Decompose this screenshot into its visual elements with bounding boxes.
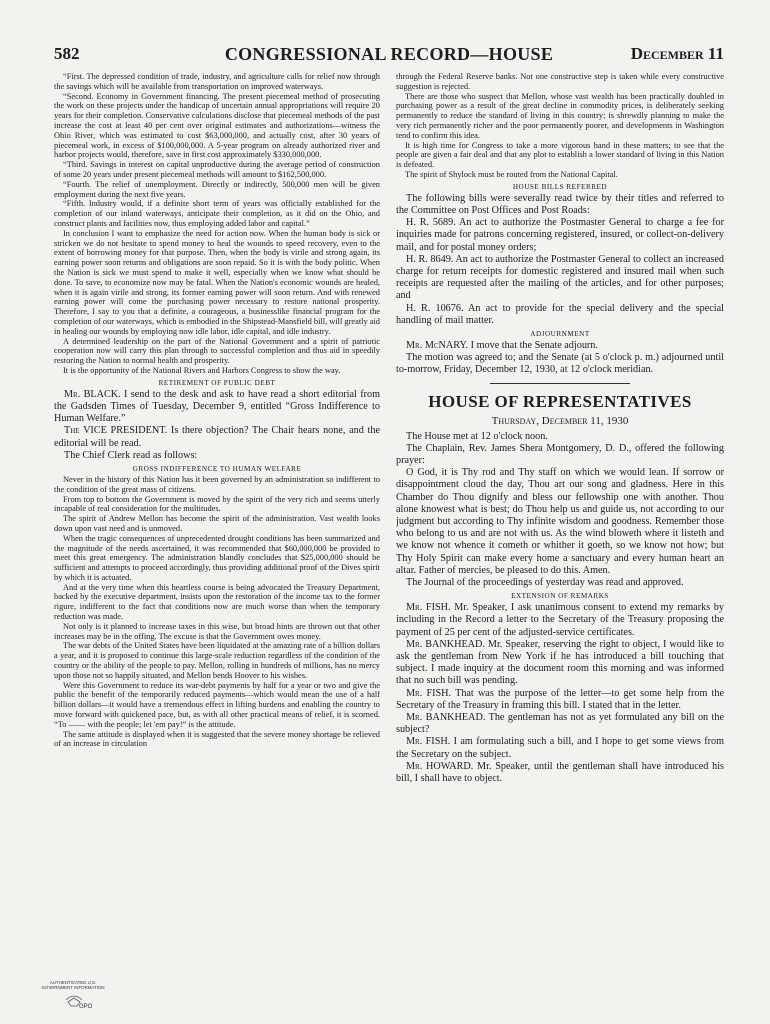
paragraph: The Journal of the proceedings of yesterday was read and approved. [406,577,684,589]
section-heading: EXTENSION OF REMARKS [511,592,609,601]
speaker-name: Mr. McNARY. [406,340,469,351]
speech [396,602,724,639]
paragraph: When the tragic consequences of unprecedented drought conditions has been summarized and the magnitude of the needs ascertained, it was recommended that $60,000,000 be provided to meet this great emergency. The administration blandly concludes that $25,000,000 should be sufficient and attempts to proceed accordingly, thus providing additional proof of the Dives spirit by which it is actuated. [54,533,380,582]
speech [396,761,724,785]
speech-text: I move that the Senate adjourn. [468,340,598,351]
speech [396,712,724,736]
paragraph: The House met at 12 o'clock noon. [406,430,548,442]
paragraph: “Fourth. The relief of unemployment. Directly or indirectly, 500,000 men will be given employment during the next five years. [54,179,380,199]
paragraph: From top to bottom the Government is moved by the spirit of the very rich and seems utterly incapable of real consideration for the multitudes. [54,494,380,514]
speaker-name: Mr. BLACK. [64,388,121,400]
divider [490,383,630,384]
paragraph: “Fifth. Industry would, if a definite short term of years was officially established for the completion of our inland waterways, anticipate their completion, as it did on the Ohio, and construct plants and facilities now, thus employing added labor and capital.” [54,199,380,228]
paragraph: A determined leadership on the part of the National Government and a spirit of patriotic cooperation now will carry this plan through to successful completion and thus aid in speedily restoring the Nation to normal health and prosperity. [54,336,380,366]
speaker-name: Mr. FISH. [406,602,451,614]
gpo-authentication-stamp [38,978,108,1014]
bill-item: H. R. 10676. An act to provide for the special delivery and the special handling of mail matter. [396,302,724,326]
paragraph: The war debts of the United States have been liquidated at the amazing rate of a billion dollars a year, and it is proposed to continue this large-scale reduction regardless of the condition of the country or the ability of the people to pay. Mellon, rolling in hundreds of millions, has no mercy upon those not so happily situated, and Mellon bends Hoover to his wishes. [54,641,380,680]
paragraph: The Chaplain, Rev. James Shera Montgomery, D. D., offered the following prayer: [396,442,724,467]
bill-item: H. R. 8649. An act to authorize the Postmaster General to collect an increased charge for return receipts for domestic registered and insured mail when such receipts are requested after the mailing of the articles, and for other purposes; and [396,253,724,302]
speech-text: Mr. Speaker, until the gentleman shall have introduced his bill, I shall have to object. [396,760,724,785]
paragraph: It is the opportunity of the National Rivers and Harbors Congress to show the way. [63,365,341,375]
left-column [54,72,380,749]
speech-text: I am formulating such a bill, and I hope to get some views from the Secretary on the subject. [396,736,724,760]
speaker-name: Mr. FISH. [406,736,451,748]
paragraph: Were this Government to reduce its war-debt payments by half for a year or two and give the public the benefit of the temporarily reduced payments—which would mean the use of a half billion dollars—it would have a tremendous effect in lifting burdens and enabling the country to move forward with quickened pace, but, as with all other practical means of relief, it is scorned. “To —— with the people; let 'em pay!” is the attitude. [54,680,380,729]
bill-item: H. R. 5689. An act to authorize the Postmaster General to charge a fee for inquiries made for patrons concerning registered, insured, or collect-on-delivery mail, and for postal money orders; [396,217,724,253]
record-page [54,40,724,1010]
speech [396,736,724,760]
paragraph: “Third. Savings in interest on capital unproductive during the average period of construction of some 20 years under present piecemeal methods will amount to $162,500,000. [54,160,380,179]
paragraph: The motion was agreed to; and the Senate (at 5 o'clock p. m.) adjourned until to-morrow, Friday, December 12, 1930, at 12 o'clock meridian. [396,352,724,376]
speech-text: Mr. Speaker, reserving the right to object, I would like to ask the gentleman from New York if he has introduced a bill touching that subject. I made inquiry at the document room this morning and was informed that no such bill was pending. [396,638,724,687]
stamp-text: AUTHENTICATED U.S. GOVERNMENT INFORMATION [41,980,105,991]
speech [396,639,724,688]
paragraph: It is high time for Congress to take a more vigorous hand in these matters; to see that the people are given a fair deal and that any plot to establish a lower standard of living in this Nation is defeated. [396,140,724,170]
speech-text: Is there objection? The Chair hears none, and the editorial will be read. [54,425,380,449]
speech [396,688,724,712]
speaker-name: The VICE PRESIDENT. [64,425,168,437]
paragraph: Not only is it planned to increase taxes in this wise, but broad hints are thrown out that other increases may be in the offing. The excuse is that the Government owes money. [54,621,380,641]
right-column [396,72,724,785]
paragraph: In conclusion I want to emphasize the need for action now. When the human body is sick or stricken we do not hesitate to spend money to heal the wounds to speed recovery, even to the extent of borrowing money for that purpose. Then, when the body is virile and strong again, its earning power soon returns and obligations are soon repaid. So it is with the body politic. When the Nation is sick we must spend to make it well, especially when we know what should be done. To save, to economize now may be fatal. When the Nation's economic wounds are healed, when it is again virile and strong, its former earning power will soon return. And with renewed earning power will come the purchasing power necessary to restore national prosperity. Therefore, I say to you that a definite, a courageous, a businesslike financial program for the completion of our waterways, which is embodied in the Shipstead-Mansfield bill, will greatly aid in healing our wounds by employing now idle labor, idle capital, and idle industry. [54,228,380,336]
paragraph: The spirit of Andrew Mellon has become the spirit of the administration. Vast wealth looks down upon vast need and is unmoved. [54,514,380,533]
page-number: 582 [54,44,80,63]
speech [54,425,380,449]
speech [396,340,724,352]
speaker-name: Mr. HOWARD. [406,760,474,772]
section-heading: ADJOURNMENT [530,330,590,338]
paragraph: “First. The depressed condition of trade, industry, and agriculture calls for relief now through the savings which will be available from transportation on improved waterways. [54,72,380,91]
paragraph: The Chief Clerk read as follows: [64,449,198,461]
speech-text: Mr. Speaker, I ask unanimous consent to extend my remarks by including in the Record a letter to the Secretary of the Treasury proposing the payment of 25 per cent of the adjusted-service certificates. [396,602,724,638]
page-header [54,40,724,70]
page-date: December 11 [630,44,724,63]
paragraph: through the Federal Reserve banks. Not one constructive step is taken while every constructive suggestion is rejected. [396,72,724,91]
prayer: O God, it is Thy rod and Thy staff on which we would lean. If sorrow or disappointment cloud the day, Thou art our song and gladness. Here in this Chamber do Thou dignify and bless our fellowship one with another. Thou alone knowest what is best; do Thou help us and guide us, not according to our judgment but according to Thy infinite wisdom and goodness. Remember those who belong to us and are not with us. As the wind bloweth where it listeth and we know not whence it cometh or whither it goeth, so we know not how; but Thy Holy Spirit can make every home a sanctuary and every human heart an altar. Father of mercies, be pleased to do this. Amen. [396,467,724,576]
house-title: HOUSE OF REPRESENTATIVES [428,391,692,411]
paragraph: And at the very time when this heartless course is being advocated the Treasury Department, backed by the executive department, insists upon the restoration of the income tax to the former rigure, indifferent to the fact that conditions now are much worse than when the temporary reduction was made. [54,582,380,622]
paragraph: The spirit of Shylock must be routed from the National Capital. [405,169,618,179]
paragraph: The following bills were severally read twice by their titles and referred to the Committee on Post Offices and Post Roads: [396,192,724,216]
paragraph: The same attitude is displayed when it is suggested that the severe money shortage be relieved of an increase in circulation [54,729,380,749]
speaker-name: Mr. BANKHEAD. [406,638,485,650]
house-date: Thursday, December 11, 1930 [491,414,629,427]
section-heading: GROSS INDIFFERENCE TO HUMAN WELFARE [132,464,302,473]
speech-text: I send to the desk and ask to have read a short editorial from the Gadsden Times of Tuesday, December 9, entitled “Gross Indifference to Human Welfare.” [54,388,380,425]
speech-text: That was the purpose of the letter—to get some help from the Secretary of the Treasury in framing this bill. I stated that in the letter. [396,687,724,711]
speech-text: The gentleman has not as yet formulated any bill on the subject? [396,712,724,736]
paragraph: There are those who suspect that Mellon, whose vast wealth has been practically doubled in purchasing power as a result of the great decline in commodity prices, is deliberately seeking permanently to reduce the standard of living in this country; is shrewdly planning to make the very rich permanently richer and the poor permanently poorer, and developments in Washington tend to confirm this idea. [396,91,724,140]
section-heading: RETIREMENT OF PUBLIC DEBT [158,378,276,387]
paragraph: “Second. Economy in Government financing. The present piecemeal method of prosecuting the work on these projects under the handicap of uncertain annual appropriations will require 20 years for their completion. Conservative calculations disclose that piecemeal methods of the past increase the cost at least 40 per cent over original estimates and authorizations—witness the Ohio River, which was estimated to cost $63,000,000, and actually cost, after 30 years of piecemeal work, in excess of $100,000,000. A 5-year program on already authorized river and harbor projects would, therefore, save in first cost approximately $330,000,000. [54,91,380,160]
speech [54,389,380,426]
stamp-logo: GPO [79,1004,93,1010]
page-title: CONGRESSIONAL RECORD—HOUSE [224,44,554,64]
speaker-name: Mr. BANKHEAD. [406,712,486,724]
speaker-name: Mr. FISH. [406,687,452,699]
section-heading: HOUSE BILLS REFERRED [512,182,608,191]
paragraph: Never in the history of this Nation has it been governed by an administration so indifferent to the condition of the great mass of citizens. [54,474,380,494]
